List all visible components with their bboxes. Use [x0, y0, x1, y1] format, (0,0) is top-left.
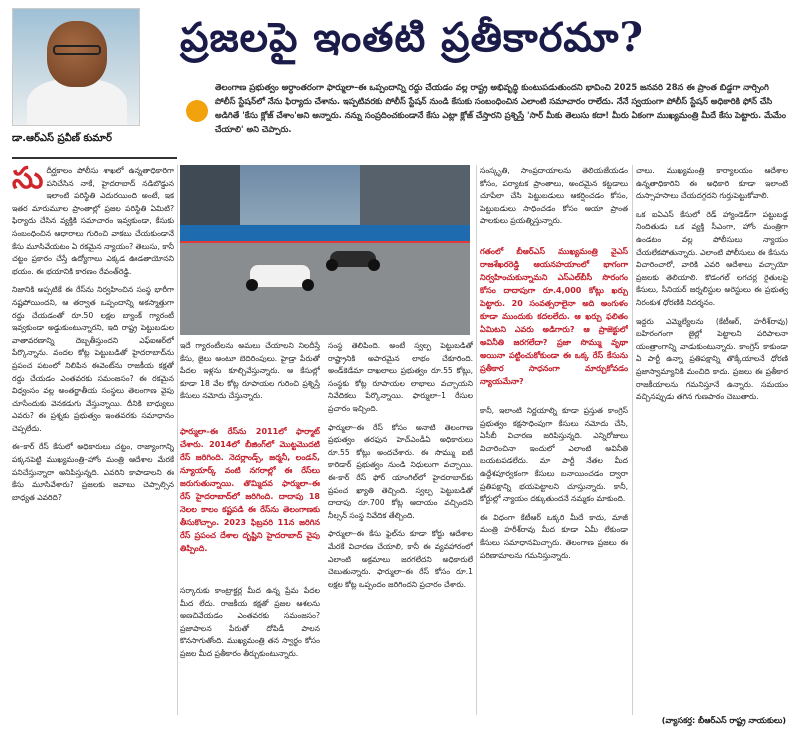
race-car	[250, 265, 310, 287]
column-4b	[480, 405, 628, 715]
column-5-paragraph: ఒక ఐఏఎస్ కేసులో రెడ్ హ్యాండెడ్‌గా పట్టుబడ్డ నిందితుడు ఒక వ్యక్తి సీఎంగా, హోం మంత్రిగా ఉండటం వల్ల పోలీసులు న్యాయం చేయలేకపోతున్నారు. ఎలాంటి పోలీసులు ఈ కేసును విచారించారో, వారికి ఎవరి ఆదేశాలు వచ్చాయో ప్రజలకు తెలియాలి. కొడంగల్ లగచర్ల రైతులపై కేసులు, సీనియర్ జర్నలిస్టుల అరెస్టులు ఈ ప్రభుత్వ నిరంకుశ ధోరణికి నిదర్శనం.	[636, 209, 788, 307]
column-4-paragraph: కానీ, ఇలాంటి నిర్ణయాల్ని కూడా ప్రస్తుత కాంగ్రెస్ ప్రభుత్వం కక్షసాధింపుగా కేసులు నమోదు చేసి, ఏసీబీ విచారణ జరిపిస్తున్నది. ఎన్నిరోజులు విచారించినా ఇందులో ఎలాంటి అవినీతి బయటపడలేదు. మా పార్టీ నేతల మీద ఉద్దేశపూర్వకంగా కేసులు బనాయించడం ద్వారా ప్రతిపక్షాన్ని భయపెట్టాలని చూస్తున్నారు. కానీ, కోర్టుల్లో న్యాయం దక్కుతుందనే నమ్మకం మాకుంది.	[480, 406, 628, 504]
column-2b	[180, 585, 320, 715]
column-divider	[632, 165, 633, 715]
column-2-paragraph: ఇదే గ్యారంటీలను అమలు చేయాలని నిలదీస్తే కేసు, జైలు అంటూ బెదిరింపులు. హైడ్రా పేరుతో పేదల ఇళ్లను కూల్చివేస్తున్నారు. ఆ కేసుల్లో కూడా 18 వేల కోట్ల రూపాయల గురించి ప్రశ్నిస్తే కేసులు నమోదు చేస్తున్నారు.	[180, 341, 320, 401]
author-rule	[12, 157, 177, 159]
race-photo	[180, 165, 470, 335]
pull-quote-1: ఫార్ములా–ఈ రేస్‌ను 2011లో ఫార్మాట్ చేశారు. 2014లో బీజింగ్‌లో మొట్టమొదటి రేస్ జరిగింది. నెదర్లాండ్స్, జర్మనీ, లండన్, న్యూయార్క్ వంటి నగరాల్లో ఈ రేస్‌లు జరుగుతున్నాయి. తొమ్మిదవ ఫార్ములా–ఈ రేస్ హైదరాబాద్‌లో జరిగింది. దాదాపు 18 నెలల కాలం కష్టపడి ఈ రేస్‌ను తెలంగాణకు తీసుకొచ్చాం. 2023 ఫిబ్రవరి 11న జరిగిన రేస్ ప్రపంచ దేశాల దృష్టిని హైదరాబాద్ వైపు తిప్పింది.	[180, 427, 320, 553]
column-1-paragraph: దీర్ఘకాలం పోలీసు శాఖలో ఉన్నతాధికారిగా పనిచేసిన నాకే, హైదరాబాద్ నడిబొడ్డున ఇలాంటి పరిస్థితి ఎదురయింది అంటే, ఇక ఇతర మారుమూల ప్రాంతాల్లో ప్రజల పరిస్థితి ఏమిటి? ఫిర్యాదు చేసిన వ్యక్తికి సమాచారం ఇవ్వకుండా, కేసుకు సంబంధించిన ఆధారాలు గురించి వాకబు చేయకుండానే కేసు మూసివేయటం ఏ రకమైన న్యాయం? తెలుసు, కానీ చట్టం ప్రకారం చేస్తే ఉద్యోగాలు ఎక్కడ ఊడతాయోనని భయం. ఈ భయానికి కారణం రేవంత్‌రెడ్డి.	[12, 166, 174, 276]
photo-track	[180, 243, 470, 335]
column-2-paragraph: ఫార్ములా–ఈ కేసు ఫైల్‌ను కూడా కోర్టు ఆదేశాల మేరకే విచారణ చేయాలి, కానీ ఈ వ్యవహారంలో ఎలాంటి అక్రమాలు జరగలేదని అధికారులే చెబుతున్నారు. ఫార్ములా–ఈ రేస్ కోసం రూ.1 లక్షల కోట్ల ఒప్పందం జరిగిందని ప్రచారం చేశారు.	[328, 529, 473, 589]
column-1-paragraph: నిజానికి అప్పటికే ఈ రేస్‌ను నిర్వహించిన సంస్థ భారీగా నష్టపోయిందని, ఆ తర్వాత ఒప్పందాన్ని అకస్మాత్తుగా రద్దు చేయడంతో రూ.50 లక్షల బ్యాంక్ గ్యారంటీ ఇవ్వకుండా అడ్డుకుంటున్నారని, ఇది రాష్ట్ర పెట్టుబడుల వాతావరణాన్ని దెబ్బతీస్తుందని ఎఫ్ఐఆర్‌లో పేర్కొన్నాను. వందల కోట్ల పెట్టుబడితో హైదరాబాద్‌ను ప్రపంచ పటంలో నిలిపిన ఈవెంట్‌ను రాజకీయ కక్షతో రద్దు చేయడం ఎంతవరకు సమంజసం? ఈ రకమైన విధ్వంసం వల్ల అంతర్జాతీయ సంస్థలు తెలంగాణ వైపు చూసేందుకు వెనకడుగు వేస్తున్నాయి. దీనికి బాధ్యులు ఎవరు? ఈ ప్రశ్నకు ప్రభుత్వం ఇంతవరకు సమాధానం చెప్పలేదు.	[12, 285, 174, 433]
headline: ప్రజలపై ఇంతటి ప్రతీకారమా?	[180, 14, 644, 61]
photo-glasses	[53, 45, 101, 55]
column-5-paragraph: ఇద్దరు ఎమ్మెల్యేలను (కేటీఆర్, హరీశ్‌రావు) బహిరంగంగా జైల్లో పెట్టాలని పరిపాలనా యంత్రాంగాన్ని వాడుకుంటున్నారు. కాంగ్రెస్ కాకుండా ఏ పార్టీ ఉన్నా ప్రతిపక్షాన్ని తొక్కేయాలనే ధోరణి ప్రజాస్వామ్యానికి మంచిది కాదు. ప్రజలు ఈ ప్రతీకార రాజకీయాలను గమనిస్తూనే ఉన్నారు. సమయం వచ్చినప్పుడు తగిన గుణపాఠం చెబుతారు.	[636, 316, 788, 402]
column-5	[636, 165, 788, 710]
column-1	[12, 165, 174, 715]
column-5-paragraph: చాలు. ముఖ్యమంత్రి కార్యాలయం ఆదేశాల ఉన్నతాధికారిని ఈ అధికారి కూడా ఇలాంటి దుస్సాహసాలు చేయదగ్గదని గుర్తుపెట్టుకోవాలి.	[636, 166, 788, 201]
column-4-paragraph: సంస్కృతి, సాంప్రదాయాలను తెలియజేయడం కోసం, పర్యాటక ప్రాంతాలు, అందమైన కట్టడాలు చూపేలా చేసి పెట్టుబడులు ఆకర్షించడం కోసం, పెట్టుబడులు సాధించడం కోసం ఆయా ప్రాంత పాలకులు ప్రయత్నిస్తున్నారు.	[480, 166, 628, 226]
lead-bullet-icon	[186, 100, 208, 122]
column-3-paragraph: ఫార్ములా–ఈ రేస్ కోసం అనాటి తెలంగాణ ప్రభుత్వం తరఫున హెచ్ఎండీఏ అధికారులు రూ.55 కోట్లు అందచేశారు. ఈ సొమ్ము ఐటీ కారిడార్ ప్రభుత్వం నుండి నిధులుగా వచ్చాయి. ఈ-కార్ రేస్ ఫోర్ యాంగిల్‌లో హైదరాబాద్‌కు ప్రపంచ ఖ్యాతి తెచ్చింది. స్వల్ప పెట్టుబడితో దాదాపు రూ.700 కోట్ల ఆదాయం వచ్చిందని నీల్సన్ సంస్థ నివేదిక తేల్చింది.	[328, 422, 473, 520]
column-3	[328, 340, 473, 715]
pull-quote-2: గతంలో బీఆర్ఎస్ ముఖ్యమంత్రి వైఎస్ రాజశేఖరరెడ్డి ఆయనహయాంలో భాగంగా నిర్వహించుకున్నామని ఎస్ఎల్‌బీసీ సొరంగం కోసం దాదాపుగా రూ.4,000 కోట్లు ఖర్చు పెట్టారు. 20 సంవత్సరాలైనా అది అంగుళం కూడా ముందుకు కదలలేదు. ఆ ఖర్చు ఫలితం ఏమిటని ఎవరు అడిగారు? ఆ ప్రాజెక్టులో అవినీతి జరగలేదా? ప్రజా సొమ్ము వృథా అయినా పట్టించుకోకుండా ఈ ఒక్క రేస్ కేసును ప్రతీకార సాధనంగా మార్చుకోవడం న్యాయమేనా?	[480, 247, 628, 386]
column-divider	[476, 165, 477, 715]
byline: (వ్యాసకర్త: బీఆర్ఎస్ రాష్ట్ర నాయకులు)	[661, 716, 786, 725]
lead-paragraph: తెలంగాణ ప్రభుత్వం అర్ధాంతరంగా ఫార్ములా–ఈ ఒప్పందాన్ని రద్దు చేయడం వల్ల రాష్ట్ర అభివృద్ధి కుంటుపడుతుందని భావించి 2025 జనవరి 28న ఈ ప్రాంత బిడ్డగా నార్సింగి పోలీస్ స్టేషన్‌లో నేను ఫిర్యాదు చేశాను. ఇప్పటివరకు పోలీస్ స్టేషన్ నుండి కేసుకు సంబంధించిన ఎలాంటి సమాచారం రాలేదు. నేనే స్వయంగా పోలీస్ స్టేషన్ అధికారికి ఫోన్ చేసి అడిగితే 'కేసు క్లోజ్ చేశాం'అని అన్నారు. నన్ను సంప్రదించకుండానే కేసు ఎట్లా క్లోజ్ చేస్తారని ప్రశ్నిస్తే 'సార్ మీకు తెలుసు కదా! మీరు ఏకంగా ముఖ్యమంత్రి మీదే కేసు పెట్టారు. మేమేం చేయాలి' అని చెప్పారు.	[215, 82, 787, 134]
column-divider	[177, 165, 178, 715]
author-photo	[12, 8, 140, 126]
column-2	[180, 340, 320, 420]
column-2-paragraph: సర్కారుకు కాంట్రాక్టర్ల మీద ఉన్న ప్రేమ పేదల మీద లేదు. రాజకీయ కక్షతో ప్రజల ఆశలను అణచివేయడం ఎంతవరకు సమంజసం? ప్రజాపాలన పేరుతో దోపిడీ పాలన కొనసాగుతోంది. ముఖ్యమంత్రి తన స్వార్థం కోసం ప్రజల మీద ప్రతీకారం తీర్చుకుంటున్నారు.	[180, 586, 320, 658]
author-name: డా.ఆర్ఎస్ ప్రవీణ్ కుమార్	[12, 133, 112, 144]
dropcap: సు	[12, 165, 44, 196]
race-car	[330, 251, 376, 267]
column-4-paragraph: ఈ విధంగా కేటీఆర్ ఒక్కరి మీదే కాదు, మాజీ మంత్రి హరీశ్‌రావు మీద కూడా ఏమీ లేకుండా కేసులు సమాధానమిచ్చారు. తెలంగాణ ప్రజలు ఈ పరిణామాలను గమనిస్తున్నారు.	[480, 512, 628, 560]
column-4	[480, 165, 628, 235]
column-1-paragraph: ఈ–కార్ రేస్ కేసులో అధికారులు చట్టం, రాజ్యాంగాన్ని పక్కనపెట్టి ముఖ్యమంత్రి–హోం మంత్రి ఆదేశాల మేరకే పనిచేస్తున్నారా అనిపిస్తున్నది. ఎవరిని కాపాడాలని ఈ కేసు మూసివేశారు? ప్రజలకు జవాబు చెప్పాల్సిన బాధ్యత ఎవరిది?	[12, 442, 174, 502]
column-3-paragraph: సంస్థ తెలిపింది. అంటే స్వల్ప పెట్టుబడితో రాష్ట్రానికి అపారమైన లాభం చేకూరింది. అండ్‌కెడేమా దాఖలాలు ప్రభుత్వం రూ.55 కోట్లు, సంస్థకు కోట్ల రూపాయల లాభాలు వచ్చాయని నివేదికలు పేర్కొన్నాయి. ఫార్ములా–1 రేసుల ప్రచారం ఇచ్చింది.	[328, 341, 473, 413]
